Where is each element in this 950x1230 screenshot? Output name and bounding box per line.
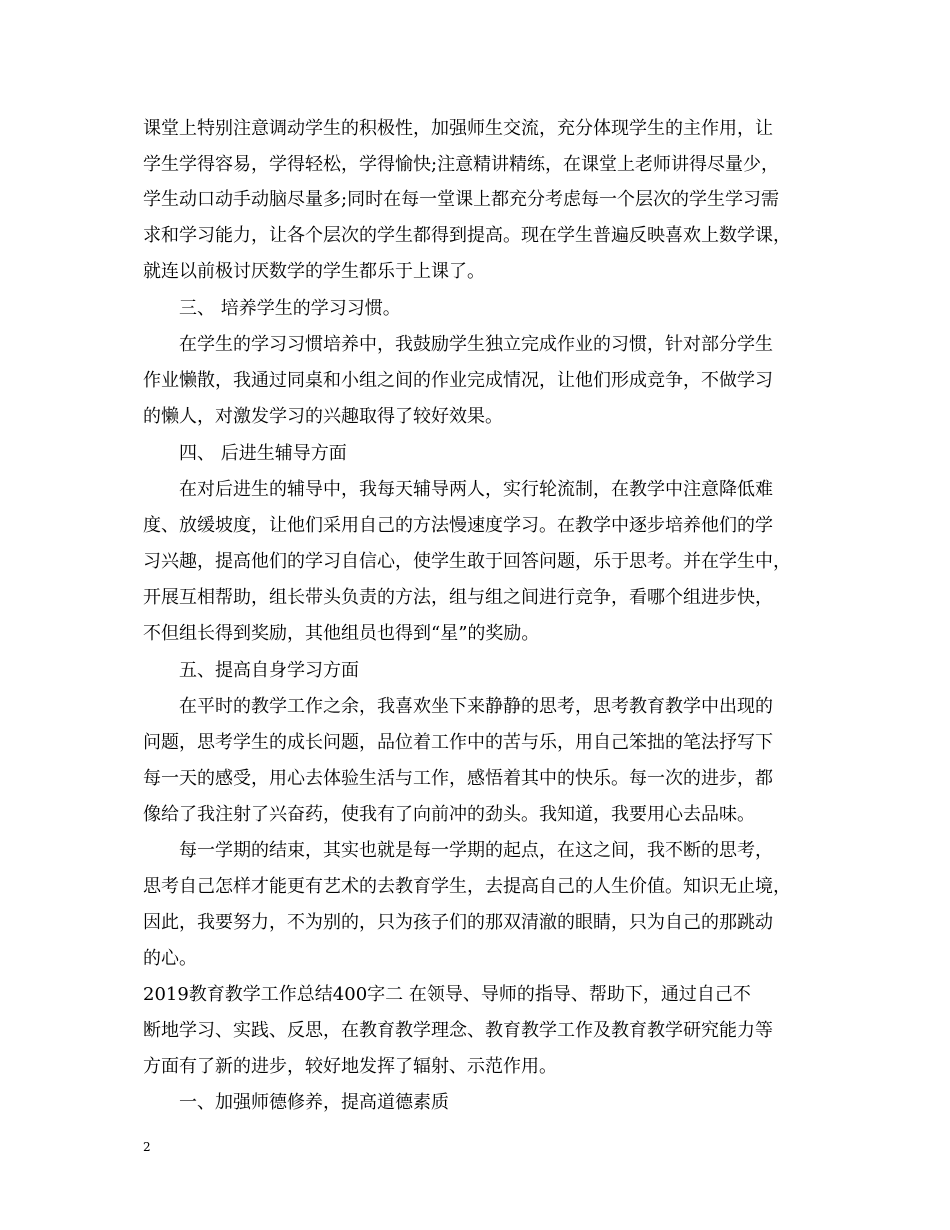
text-line: 度、放缓坡度，让他们采用自己的方法慢速度学习。在教学中逐步培养他们的学 xyxy=(143,515,773,536)
section-heading: 一、加强师德修养，提高道德素质 xyxy=(179,1092,449,1113)
text-line: 的懒人，对激发学习的兴趣取得了较好效果。 xyxy=(143,406,503,427)
text-line: 不但组长得到奖励，其他组员也得到“星”的奖励。 xyxy=(143,623,540,644)
text-line: 开展互相帮助，组长带头负责的方法，组与组之间进行竞争，看哪个组进步快， xyxy=(143,587,773,608)
paragraph-start: 在平时的教学工作之余，我喜欢坐下来静静的思考，思考教育教学中出现的 xyxy=(179,696,773,717)
text-line: 问题，思考学生的成长问题，品位着工作中的苦与乐，用自己笨拙的笔法抒写下 xyxy=(143,732,773,753)
text-line: 思考自己怎样才能更有艺术的去教育学生，去提高自己的人生价值。知识无止境， xyxy=(143,876,791,897)
text-line: 作业懒散，我通过同桌和小组之间的作业完成情况，让他们形成竞争，不做学习 xyxy=(143,370,773,391)
text-line: 因此，我要努力，不为别的，只为孩子们的那双清澈的眼睛，只为自己的那跳动 xyxy=(143,912,773,933)
text-line: 学生动口动手动脑尽量多;同时在每一堂课上都充分考虑每一个层次的学生学习需 xyxy=(143,189,780,210)
text-line: 2019教育教学工作总结400字二 在领导、导师的指导、帮助下，通过自己不 xyxy=(143,984,751,1005)
text-line: 像给了我注射了兴奋药，使我有了向前冲的劲头。我知道，我要用心去品味。 xyxy=(143,804,755,825)
text-line: 方面有了新的进步，较好地发挥了辐射、示范作用。 xyxy=(143,1056,557,1077)
paragraph-start: 在学生的学习习惯培养中，我鼓励学生独立完成作业的习惯，针对部分学生 xyxy=(179,334,773,355)
page-number: 2 xyxy=(143,1140,151,1154)
text-line: 学生学得容易，学得轻松，学得愉快;注意精讲精练，在课堂上老师讲得尽量少， xyxy=(143,154,780,175)
text-line: 的心。 xyxy=(143,948,197,969)
text-line: 习兴趣，提高他们的学习自信心，使学生敢于回答问题，乐于思考。并在学生中， xyxy=(143,551,791,572)
section-heading: 三、 培养学生的学习习惯。 xyxy=(179,298,401,319)
section-heading: 四、 后进生辅导方面 xyxy=(179,443,347,464)
text-line: 就连以前极讨厌数学的学生都乐于上课了。 xyxy=(143,261,485,282)
section-heading: 五、提高自身学习方面 xyxy=(179,660,359,681)
text-line: 断地学习、实践、反思，在教育教学理念、教育教学工作及教育教学研究能力等 xyxy=(143,1020,773,1041)
text-line: 每一天的感受，用心去体验生活与工作，感悟着其中的快乐。每一次的进步，都 xyxy=(143,768,773,789)
text-line: 课堂上特别注意调动学生的积极性，加强师生交流，充分体现学生的主作用，让 xyxy=(143,118,773,139)
text-line: 求和学习能力，让各个层次的学生都得到提高。现在学生普遍反映喜欢上数学课， xyxy=(143,225,791,246)
paragraph-start: 每一学期的结束，其实也就是每一学期的起点，在这之间，我不断的思考， xyxy=(179,840,773,861)
paragraph-start: 在对后进生的辅导中，我每天辅导两人，实行轮流制，在教学中注意降低难 xyxy=(179,479,773,500)
